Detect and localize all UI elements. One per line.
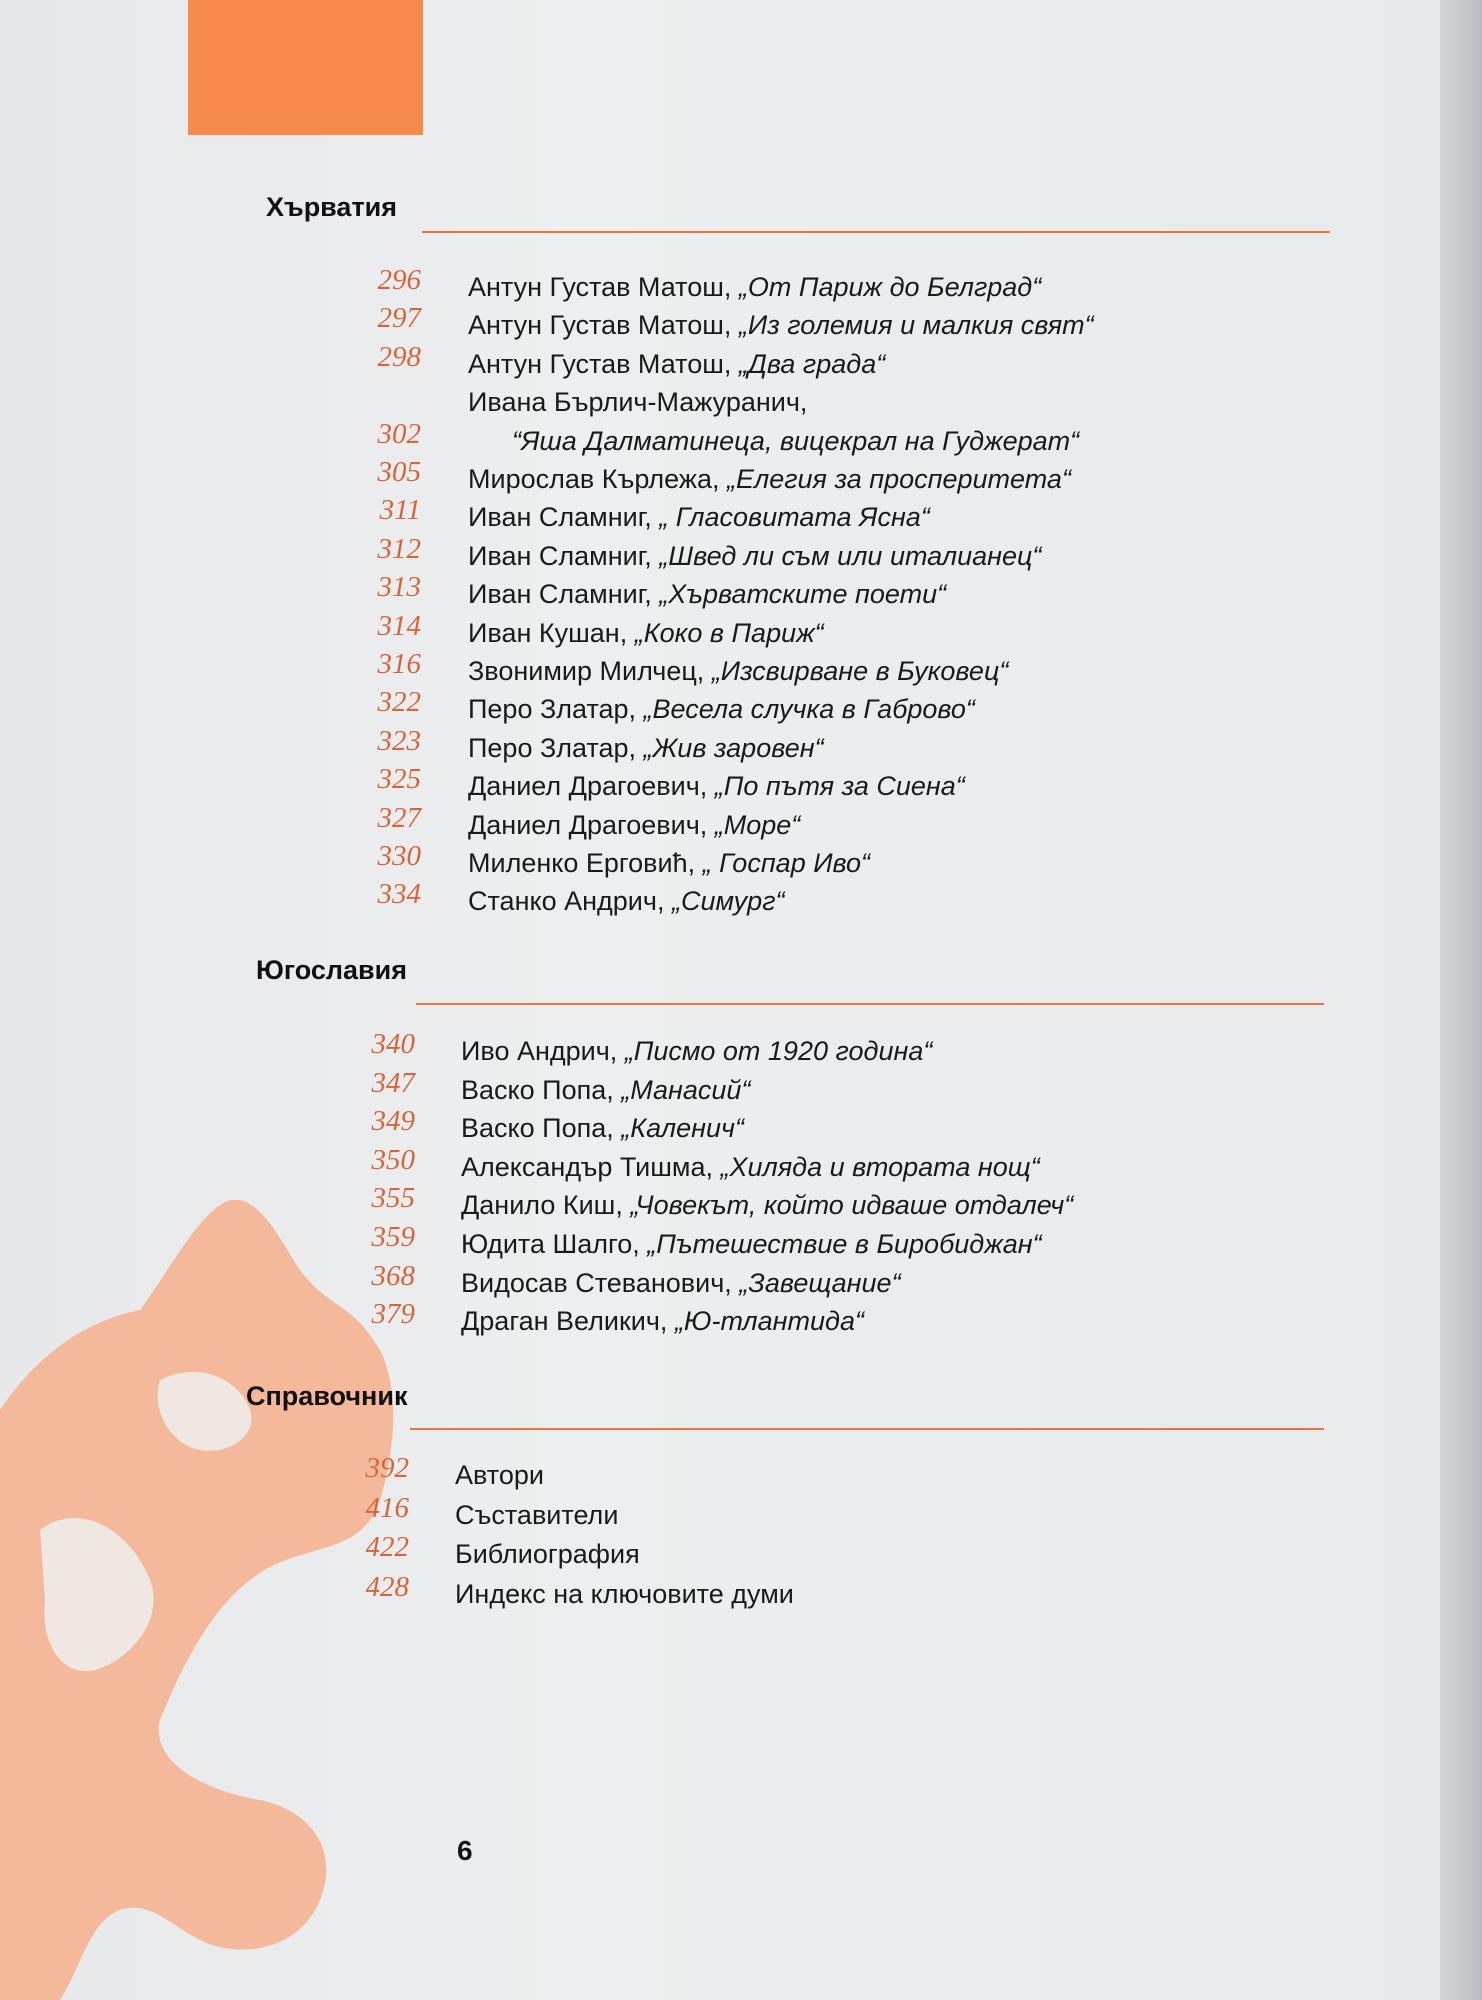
toc-author: Иван Кушан, [468,617,635,648]
toc-page-number: 422 [365,1531,409,1563]
toc-author: Съставители [455,1499,619,1530]
toc-entry-text [468,310,1094,341]
toc-entry-text [512,426,1079,457]
toc-entry[interactable] [0,1143,1400,1190]
toc-author: Звонимир Милчец, [468,656,712,686]
toc-page-number: 311 [379,494,421,527]
toc-author: Антун Густав Матош, [468,310,739,341]
toc-entry[interactable] [0,1259,1400,1306]
toc-entry-text [455,1539,640,1570]
toc-work-title: „ Госпар Иво“ [702,848,871,878]
section-title: Югославия [256,955,408,985]
toc-entry[interactable] [0,1570,1400,1617]
toc-page-number: 340 [371,1028,415,1060]
toc-page-number: 350 [371,1143,415,1176]
toc-entry[interactable] [0,801,1400,848]
toc-page-number: 325 [377,763,421,796]
toc-page-number: 314 [377,609,421,642]
toc-work-title: „Два града“ [738,348,886,379]
toc-page-number: 349 [371,1105,415,1138]
toc-entry-text [468,810,800,841]
toc-page-number: 327 [377,801,421,834]
toc-entry[interactable] [0,264,1400,310]
toc-page-number: 347 [371,1066,415,1099]
toc-work-title: „Хиляда и втората нощ“ [720,1151,1040,1182]
page-number: 6 [457,1835,473,1866]
toc-page-number: 322 [377,686,421,719]
toc-author: Юдита Шалго, [461,1229,648,1259]
toc-page-number: 313 [377,571,421,604]
toc-page-number: 416 [365,1491,409,1524]
toc-entry-text [468,502,930,533]
toc-entry[interactable] [0,1298,1400,1344]
toc-entry[interactable] [0,1452,1400,1498]
toc-work-title: „От Париж до Белград“ [738,272,1042,302]
toc-entry[interactable] [0,1491,1400,1538]
toc-entry-text [468,349,885,380]
toc-entry-text [468,464,1071,495]
toc-work-title: „Весела случка в Габрово“ [643,694,975,725]
toc-page-number: 355 [371,1182,415,1215]
section-rule [422,231,1330,233]
toc-entry-text [455,1500,618,1531]
toc-work-title: „По пътя за Сиена“ [714,771,965,802]
toc-entry-text [455,1579,794,1610]
toc-entry-text [461,1036,932,1067]
toc-entry-text [468,618,824,649]
toc-work-title: „Швед ли съм или италианец“ [659,540,1042,571]
toc-author: Иван Сламниг, [468,579,660,610]
section-title: Хърватия [266,192,398,222]
toc-entry-text [461,1306,864,1337]
toc-page-number: 334 [377,878,421,911]
toc-page-number: 323 [377,724,421,757]
toc-entry[interactable] [0,456,1400,502]
toc-author: Даниел Драгоевич, [468,771,715,802]
toc-author: Ивана Бърлич-Мажуранич, [468,387,808,418]
toc-page-number: 316 [377,648,421,680]
toc-entry-text [468,733,824,764]
toc-page-number: 297 [377,302,421,335]
toc-author: Иван Сламниг, [468,540,660,571]
toc-entry[interactable] [0,763,1400,809]
toc-entry-text [468,771,965,802]
toc-author: Библиография [455,1539,640,1569]
toc-work-title: „Море“ [714,809,801,840]
toc-author: Перо Златар, [468,732,644,763]
toc-page-number: 392 [365,1452,409,1484]
toc-author: Александър Тишма, [461,1151,721,1182]
toc-entry-text [468,387,807,418]
toc-entry-text [468,272,1041,303]
toc-entry-text [468,694,975,725]
toc-author: Антун Густав Матош, [468,348,739,379]
toc-author: Автори [455,1460,544,1490]
toc-entry-text [461,1268,901,1299]
toc-page-number: 330 [377,840,421,872]
section-rule [416,1003,1324,1005]
toc-work-title: „Завещание“ [739,1267,901,1298]
toc-author: Данило Киш, [461,1190,631,1221]
toc-entry-text [468,848,870,879]
orange-corner-block [188,0,423,135]
toc-entry[interactable] [0,1028,1400,1074]
toc-page-number: 359 [371,1221,415,1253]
toc-work-title: „Каленич“ [621,1113,744,1144]
toc-author: Васко Попа, [461,1113,622,1144]
toc-entry[interactable] [0,724,1400,771]
toc-entry-text [468,579,946,610]
toc-entry[interactable] [0,417,1400,464]
toc-entry[interactable] [0,840,1400,886]
toc-work-title: „Елегия за просперитета“ [726,464,1071,494]
toc-entry[interactable] [0,609,1400,656]
toc-page-number: 296 [377,264,421,296]
toc-page-number: 428 [365,1570,409,1603]
toc-page-number: 302 [377,417,421,450]
toc-entry-text [468,886,785,917]
toc-author: Даниел Драгоевич, [468,809,715,840]
toc-page-number: 379 [371,1298,415,1331]
toc-work-title: „Ю-тлантида“ [674,1306,864,1337]
toc-entry-text [461,1113,744,1144]
toc-entry-text [461,1190,1073,1221]
toc-work-title: „Коко в Париж“ [634,617,824,648]
section-rule [410,1428,1324,1430]
toc-work-title: „Изсвирване в Буковец“ [711,656,1009,686]
toc-work-title: „ Гласовитата Ясна“ [659,502,930,533]
toc-work-title: “Яша Далматинеца, вицекрал на Гуджерат“ [512,425,1080,456]
toc-page-number: 305 [377,456,421,488]
toc-author: Станко Андрич, [468,886,672,917]
toc-author: Иван Сламниг, [468,502,660,533]
toc-author: Перо Златар, [468,694,644,725]
page-edge [1440,0,1482,2000]
toc-entry[interactable] [0,571,1400,617]
toc-entry-text [455,1460,544,1491]
toc-author: Миленко Ерговић, [468,848,703,878]
toc-entry[interactable] [0,387,1400,425]
toc-work-title: „Хърватските поети“ [659,579,947,610]
toc-page-number: 298 [377,340,421,373]
toc-author: Антун Густав Матош, [468,272,739,302]
toc-author: Видосав Стеванович, [461,1267,740,1298]
toc-entry-text [461,1229,1042,1260]
toc-work-title: „Симург“ [671,886,785,917]
toc-entry[interactable] [0,1531,1400,1577]
toc-work-title: „Жив заровен“ [643,732,824,763]
toc-entry-text [468,541,1041,572]
toc-author: Индекс на ключовите думи [455,1578,794,1609]
toc-work-title: „Човекът, който идваше отдалеч“ [630,1190,1074,1221]
toc-author: Иво Андрич, [461,1036,625,1066]
toc-author: Васко Попа, [461,1074,622,1105]
toc-entry[interactable] [0,1182,1400,1228]
toc-entry[interactable] [0,1105,1400,1151]
toc-entry[interactable] [0,878,1400,924]
toc-entry[interactable] [0,648,1400,694]
toc-entry[interactable] [0,340,1400,387]
toc-entry-text [468,656,1008,687]
toc-work-title: „Пътешествие в Биробиджан“ [647,1229,1042,1259]
toc-page-number: 312 [377,532,421,565]
section-title: Справочник [246,1381,408,1411]
toc-entry[interactable] [0,1221,1400,1267]
toc-entry[interactable] [0,302,1400,348]
toc-work-title: „Манасий“ [621,1074,751,1105]
toc-entry-text [461,1152,1040,1183]
toc-page-number: 368 [371,1259,415,1292]
toc-work-title: „Писмо от 1920 година“ [624,1036,933,1066]
toc-entry[interactable] [0,494,1400,540]
toc-author: Драган Великич, [461,1306,675,1337]
toc-author: Мирослав Кърлежа, [468,464,727,494]
toc-entry-text [461,1075,750,1106]
toc-entry[interactable] [0,686,1400,732]
toc-entry[interactable] [0,532,1400,579]
toc-entry[interactable] [0,1066,1400,1113]
toc-work-title: „Из големия и малкия свят“ [738,310,1094,341]
